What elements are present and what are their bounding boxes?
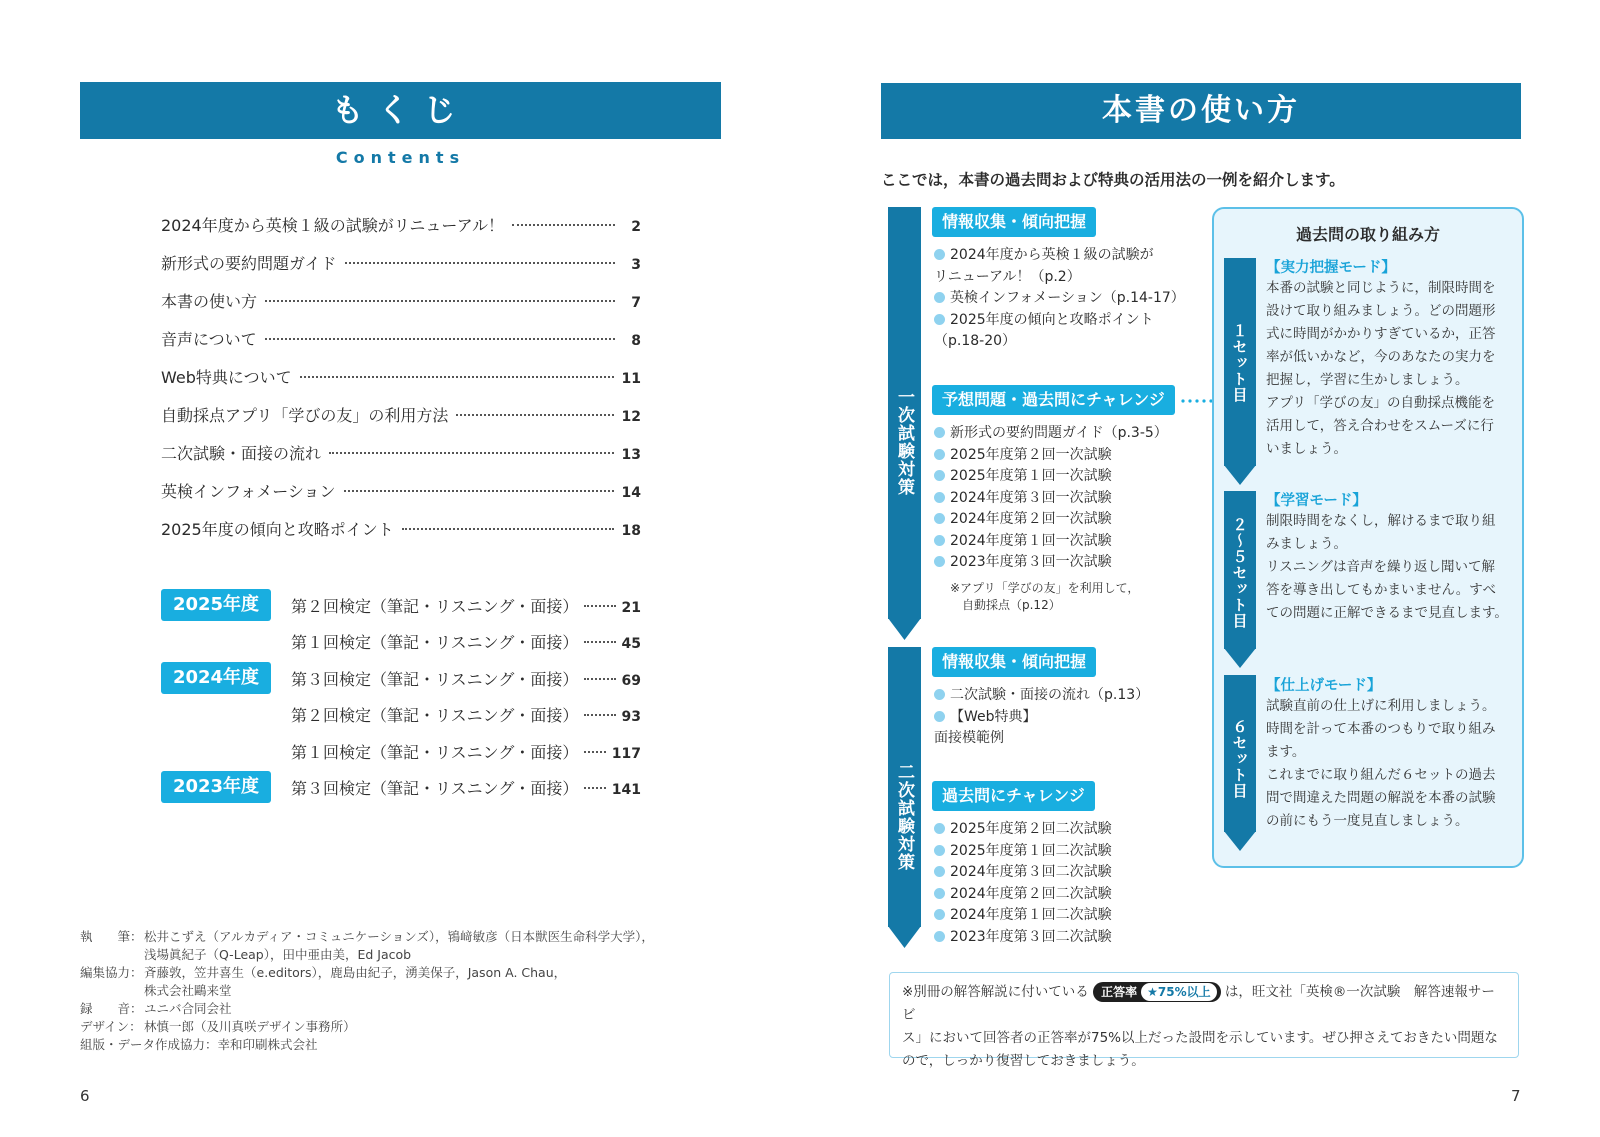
leader-dots xyxy=(584,751,605,753)
mode-title: 【実力把握モード】 xyxy=(1266,260,1396,276)
bullet-dot xyxy=(934,845,945,856)
approach-title: 過去問の取り組み方 xyxy=(1295,225,1440,244)
bullet-dot xyxy=(934,909,945,920)
bullet-dot xyxy=(934,427,945,438)
page-number-left: 6 xyxy=(80,1087,90,1105)
kentei-item[interactable] xyxy=(291,776,641,800)
mode-block xyxy=(1266,674,1520,833)
kentei-item[interactable] xyxy=(291,667,641,691)
kentei-page: 21 xyxy=(621,600,641,616)
toc-item[interactable] xyxy=(161,403,641,441)
credit-value: 林慎一郎（及川真咲デザイン事務所） xyxy=(144,1019,356,1034)
usage-intro: ここでは，本書の過去問および特典の活用法の一例を紹介します。 xyxy=(881,171,1345,189)
credit-key: 執 筆： xyxy=(80,929,143,944)
toc-item-page: 12 xyxy=(621,409,641,425)
mode-block xyxy=(1266,489,1520,625)
mode-title: 【学習モード】 xyxy=(1266,493,1367,509)
list-item: 2024年度第１回一次試験 xyxy=(934,531,1204,553)
kentei-item[interactable] xyxy=(291,594,641,618)
kentei-label: 第３回検定（筆記・リスニング・面接） xyxy=(291,779,579,798)
kentei-label: 第１回検定（筆記・リスニング・面接） xyxy=(291,633,579,652)
leader-dots xyxy=(584,605,615,607)
toc-item-page: 3 xyxy=(631,257,641,273)
toc-title: もくじ xyxy=(80,82,721,139)
bullet-dot xyxy=(934,823,945,834)
kentei-item[interactable] xyxy=(291,703,641,727)
leader-dots xyxy=(344,490,614,492)
leader-dots xyxy=(300,376,614,378)
bullet-dot xyxy=(934,470,945,481)
phase2-bar xyxy=(888,647,921,949)
bullet-dot xyxy=(934,314,945,325)
toc-item[interactable] xyxy=(161,441,641,479)
sec3-list xyxy=(934,685,1204,750)
toc-item-page: 2 xyxy=(631,219,641,235)
sec4-list xyxy=(934,819,1204,948)
kentei-page: 69 xyxy=(621,673,641,689)
mode-line: 時間を計って本番のつもりで取り組み xyxy=(1266,721,1496,737)
list-item: 2024年度第１回二次試験 xyxy=(934,905,1204,927)
mode-line: 式に時間がかかりすぎているか，正答 xyxy=(1266,326,1496,342)
mode-line: 率が低いかなど，今のあなたの実力を xyxy=(1266,349,1496,365)
badge-value: ★75%以上 xyxy=(1141,983,1216,1001)
list-item: 新形式の要約問題ガイド（p.3-5） xyxy=(934,423,1204,445)
toc-item[interactable] xyxy=(161,479,641,517)
leader-dots xyxy=(584,714,615,716)
bullet-dot xyxy=(934,513,945,524)
bullet-dot xyxy=(934,449,945,460)
sec2-note: 自動採点（p.12） xyxy=(962,597,1061,612)
kentei-label: 第３回検定（筆記・リスニング・面接） xyxy=(291,670,579,689)
credit-value: ユニバ合同会社 xyxy=(144,1001,232,1016)
year-badge-2024: 2024年度 xyxy=(161,662,271,694)
bullet-dot xyxy=(934,888,945,899)
phase1-bar xyxy=(888,207,921,640)
sec2-list xyxy=(934,423,1204,614)
toc-item-label: 自動採点アプリ「学びの友」の利用方法 xyxy=(161,406,449,425)
mode-block xyxy=(1266,256,1520,461)
credit-value: 株式会社鷗来堂 xyxy=(144,983,232,998)
bullet-dot xyxy=(934,711,945,722)
phase2-arrowhead xyxy=(888,926,921,948)
footnote-pre: ※別冊の解答解説に付いている xyxy=(902,984,1089,1000)
toc-item-label: Web特典について xyxy=(161,368,292,387)
list-item: 2024年度第３回一次試験 xyxy=(934,488,1204,510)
toc-item-page: 8 xyxy=(631,333,641,349)
list-item: 2025年度第１回二次試験 xyxy=(934,841,1204,863)
set-label: ６セット目 xyxy=(1230,719,1249,799)
toc-item-label: 英検インフォメーション xyxy=(161,482,336,501)
toc-subtitle: Contents xyxy=(335,148,466,167)
list-item: 【Web特典】 xyxy=(934,707,1204,729)
phase1-arrowhead xyxy=(888,618,921,640)
connector-dots xyxy=(1180,398,1212,404)
credit-row xyxy=(80,1036,680,1054)
mode-line: みましょう。 xyxy=(1266,536,1347,552)
leader-dots xyxy=(512,224,615,226)
mode-line: 試験直前の仕上げに利用しましょう。 xyxy=(1266,698,1496,714)
list-item: 2023年度第３回一次試験 xyxy=(934,552,1204,574)
list-item: 2025年度第１回一次試験 xyxy=(934,466,1204,488)
toc-item-page: 18 xyxy=(621,523,641,539)
leader-dots xyxy=(329,452,614,454)
mode-line: 把握し，学習に生かしましょう。 xyxy=(1266,372,1469,388)
credit-key: 編集協力： xyxy=(80,965,143,980)
list-item: 2025年度第２回一次試験 xyxy=(934,445,1204,467)
footnote-post: は，旺文社「英検®一次試験 解答速報サービ xyxy=(902,984,1495,1023)
toc-item-page: 7 xyxy=(631,295,641,311)
page-number-right: 7 xyxy=(1511,1087,1521,1105)
kentei-item[interactable] xyxy=(291,740,641,764)
mode-line: いましょう。 xyxy=(1266,441,1347,457)
leader-dots xyxy=(402,528,614,530)
kentei-page: 141 xyxy=(611,782,641,798)
credit-row xyxy=(80,1018,680,1036)
toc-item-label: 音声について xyxy=(161,330,257,349)
toc-item-page: 13 xyxy=(621,447,641,463)
bullet-dot xyxy=(934,556,945,567)
list-item: 2025年度第２回二次試験 xyxy=(934,819,1204,841)
credit-row xyxy=(80,1000,680,1018)
kentei-label: 第２回検定（筆記・リスニング・面接） xyxy=(291,706,579,725)
credits xyxy=(80,928,680,1054)
toc-item[interactable] xyxy=(161,327,641,365)
credit-row xyxy=(80,964,680,1000)
toc-item[interactable] xyxy=(161,289,641,327)
list-item: 2024年度第３回二次試験 xyxy=(934,862,1204,884)
list-item: 2024年度から英検１級の試験が xyxy=(934,245,1204,267)
toc-item-page: 11 xyxy=(621,371,641,387)
list-item: 面接模範例 xyxy=(934,730,1004,746)
kentei-item[interactable] xyxy=(291,630,641,654)
bullet-dot xyxy=(934,931,945,942)
leader-dots xyxy=(584,787,605,789)
set-bar-2 xyxy=(1224,491,1256,669)
toc-item[interactable] xyxy=(161,365,641,403)
toc-item-label: 2025年度の傾向と攻略ポイント xyxy=(161,520,394,539)
toc-item[interactable] xyxy=(161,213,641,251)
accuracy-badge xyxy=(1093,982,1221,1002)
kentei-label: 第２回検定（筆記・リスニング・面接） xyxy=(291,597,579,616)
set-arrowhead xyxy=(1224,648,1256,668)
kentei-page: 45 xyxy=(621,636,641,652)
toc-item[interactable] xyxy=(161,517,641,555)
set-label: ２〜５セット目 xyxy=(1230,517,1249,629)
credit-key: 組版・データ作成協力： xyxy=(80,1037,218,1052)
set-arrowhead xyxy=(1224,465,1256,485)
leader-dots xyxy=(456,414,613,416)
mode-line: ます。 xyxy=(1266,744,1306,760)
mode-line: これまでに取り組んだ６セットの過去 xyxy=(1266,767,1496,783)
list-item: 2024年度第２回一次試験 xyxy=(934,509,1204,531)
list-item: （p.18-20） xyxy=(934,333,1017,349)
mode-title: 【仕上げモード】 xyxy=(1266,678,1382,694)
sec2-note: ※アプリ「学びの友」を利用して， xyxy=(950,580,1140,595)
toc-item-page: 14 xyxy=(621,485,641,501)
bullet-dot xyxy=(934,292,945,303)
list-item: リニューアル！（p.2） xyxy=(934,268,1081,285)
bullet-dot xyxy=(934,866,945,877)
list-item: 2025年度の傾向と攻略ポイント xyxy=(934,310,1204,332)
set-bar-1 xyxy=(1224,258,1256,485)
toc-item[interactable] xyxy=(161,251,641,289)
footnote-line-3: ので，しっかり復習しておきましょう。 xyxy=(902,1053,1145,1069)
toc-item-label: 二次試験・面接の流れ xyxy=(161,444,322,463)
list-item: 二次試験・面接の流れ（p.13） xyxy=(934,685,1204,707)
mode-line: 設けて取り組みましょう。どの問題形 xyxy=(1266,303,1496,319)
bullet-dot xyxy=(934,535,945,546)
credit-key: 録 音： xyxy=(80,1001,143,1016)
set-arrowhead xyxy=(1224,831,1256,851)
leader-dots xyxy=(584,678,615,680)
list-item: 英検インフォメーション（p.14-17） xyxy=(934,288,1204,310)
mode-line: 制限時間をなくし，解けるまで取り組 xyxy=(1266,513,1496,529)
toc-list xyxy=(161,213,641,555)
sec-tag-info2: 情報収集・傾向把握 xyxy=(932,647,1096,677)
mode-line: ての問題に正解できるまで見直します。 xyxy=(1266,605,1508,621)
mode-line: 問で間違えた問題の解説を本番の試験 xyxy=(1266,790,1496,806)
credit-key: デザイン： xyxy=(80,1019,142,1034)
credit-row xyxy=(80,928,680,964)
credit-value: 幸和印刷株式会社 xyxy=(217,1037,318,1052)
footnote-line-2: ス」において回答者の正答率が75%以上だった設問を示しています。ぜひ押さえておきたい問題な xyxy=(902,1030,1498,1046)
leader-dots xyxy=(265,338,615,340)
set-bar-3 xyxy=(1224,675,1256,852)
sec-tag-challenge1: 予想問題・過去問にチャレンジ xyxy=(932,385,1175,415)
year-badge-2025: 2025年度 xyxy=(161,589,271,621)
mode-line: の前にもう一度見直しましょう。 xyxy=(1266,813,1469,829)
list-item: 2024年度第２回二次試験 xyxy=(934,884,1204,906)
leader-dots xyxy=(265,300,615,302)
mode-line: 答を導き出してもかまいません。すべ xyxy=(1266,582,1497,598)
toc-item-label: 新形式の要約問題ガイド xyxy=(161,254,337,273)
set-label: １セット目 xyxy=(1230,323,1249,403)
sec1-list xyxy=(934,245,1204,353)
bullet-dot xyxy=(934,689,945,700)
kentei-page: 117 xyxy=(611,746,641,762)
bullet-dot xyxy=(934,492,945,503)
bullet-dot xyxy=(934,249,945,260)
phase1-label: 一次試験対策 xyxy=(894,388,914,496)
footnote-box xyxy=(889,972,1519,1069)
badge-label: 正答率 xyxy=(1101,985,1138,999)
credit-value: 斉藤敦，笠井喜生（e.editors），鹿島由紀子，湧美保子，Jason A. Chau， xyxy=(144,965,567,980)
sec-tag-info1: 情報収集・傾向把握 xyxy=(932,207,1096,237)
toc-item-label: 本書の使い方 xyxy=(161,292,258,311)
list-item: 2023年度第３回二次試験 xyxy=(934,927,1204,949)
mode-line: 活用して，答え合わせをスムーズに行 xyxy=(1266,418,1494,434)
kentei-label: 第１回検定（筆記・リスニング・面接） xyxy=(291,743,579,762)
year-badge-2023: 2023年度 xyxy=(161,771,271,803)
mode-line: アプリ「学びの友」の自動採点機能を xyxy=(1266,395,1495,411)
credit-value: 松井こずえ（アルカディア・コミュニケーションズ），鴇﨑敏彦（日本獣医生命科学大学）， xyxy=(144,929,654,944)
mode-line: 本番の試験と同じように，制限時間を xyxy=(1266,280,1496,296)
mode-line: リスニングは音声を繰り返し聞いて解 xyxy=(1266,559,1495,575)
usage-title: 本書の使い方 xyxy=(881,83,1521,139)
phase2-label: 二次試験対策 xyxy=(894,763,914,871)
footnote-line-1 xyxy=(902,981,1506,1027)
toc-item-label: 2024年度から英検１級の試験がリニューアル！ xyxy=(161,216,504,235)
sec-tag-challenge2: 過去問にチャレンジ xyxy=(932,781,1095,811)
kentei-page: 93 xyxy=(621,709,641,725)
leader-dots xyxy=(345,262,615,264)
credit-value: 浅場眞紀子（Q-Leap），田中亜由美，Ed Jacob xyxy=(144,947,412,962)
leader-dots xyxy=(584,641,615,643)
